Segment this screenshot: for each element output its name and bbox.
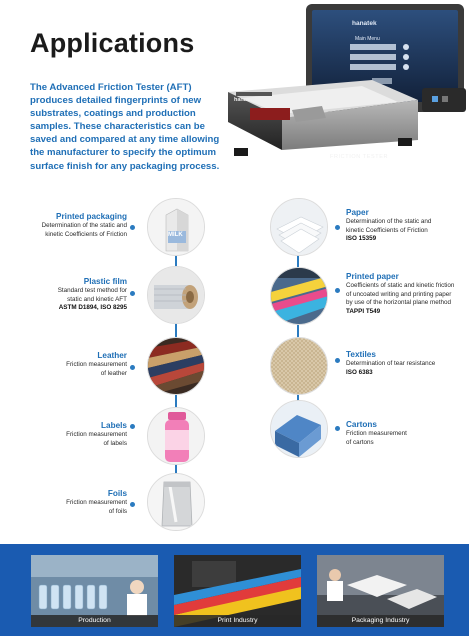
connector-dot [335, 288, 340, 293]
application-cartons: Cartons Friction measurement of cartons [346, 420, 407, 446]
industry-production-tile [31, 555, 158, 627]
labelled-bottle-image [147, 407, 205, 465]
application-printed-packaging: Printed packaging Determination of the static and kinetic Coefficients of Friction [41, 212, 127, 238]
application-paper: Paper Determination of the static and kinetic Coefficients of Friction ISO 15359 [346, 208, 432, 243]
print-rollers-image [270, 267, 328, 325]
connector-dot [335, 225, 340, 230]
monitor-brand: hanatek [352, 20, 377, 27]
industry-label: Production [31, 615, 158, 627]
model-label: FRICTION TESTER [330, 154, 389, 160]
connector-dot [130, 291, 135, 296]
connector-dot [130, 424, 135, 429]
connector-dot [130, 502, 135, 507]
paper-stack-image [270, 198, 328, 256]
cartons-image [270, 400, 328, 458]
application-foils: Foils Friction measurement of foils [66, 489, 127, 515]
application-printed-paper: Printed paper Coefficients of static and kinetic friction of uncoated writing and printing paper by use of the horizontal plane method TAPPI T549 [346, 272, 455, 315]
application-textiles: Textiles Determination of tear resistance ISO 6383 [346, 350, 436, 376]
film-roll-image [147, 266, 205, 324]
industry-print-tile [174, 555, 301, 627]
foil-pouch-image [147, 473, 205, 531]
application-plastic-film: Plastic film Standard test method for static and kinetic AFT ASTM D1894, ISO 8295 [57, 277, 127, 312]
friction-tester-image [222, 0, 469, 192]
connector-dot [130, 365, 135, 370]
textile-image [270, 337, 328, 395]
intro-paragraph: The Advanced Friction Tester (AFT) produces detailed fingerprints of new substrates, coatings and production samples. These characteristics can be saved and compared at any time allowing the manufacturer to specify the optimum surface finish for any packaging process. [30, 82, 220, 172]
leather-image [147, 337, 205, 395]
milk-label: MILK [168, 232, 183, 238]
milk-carton-image [147, 198, 205, 256]
application-leather: Leather Friction measurement of leather [66, 351, 127, 377]
page-title: Applications [30, 28, 195, 58]
connector-dot [130, 225, 135, 230]
connector-dot [335, 358, 340, 363]
body-brand: hanatek [234, 97, 255, 103]
industry-packaging-tile [317, 555, 444, 627]
application-labels: Labels Friction measurement of labels [66, 421, 127, 447]
industry-label: Print Industry [174, 615, 301, 627]
screen-title: Main Menu [355, 36, 380, 42]
connector-dot [335, 426, 340, 431]
industry-label: Packaging Industry [317, 615, 444, 627]
